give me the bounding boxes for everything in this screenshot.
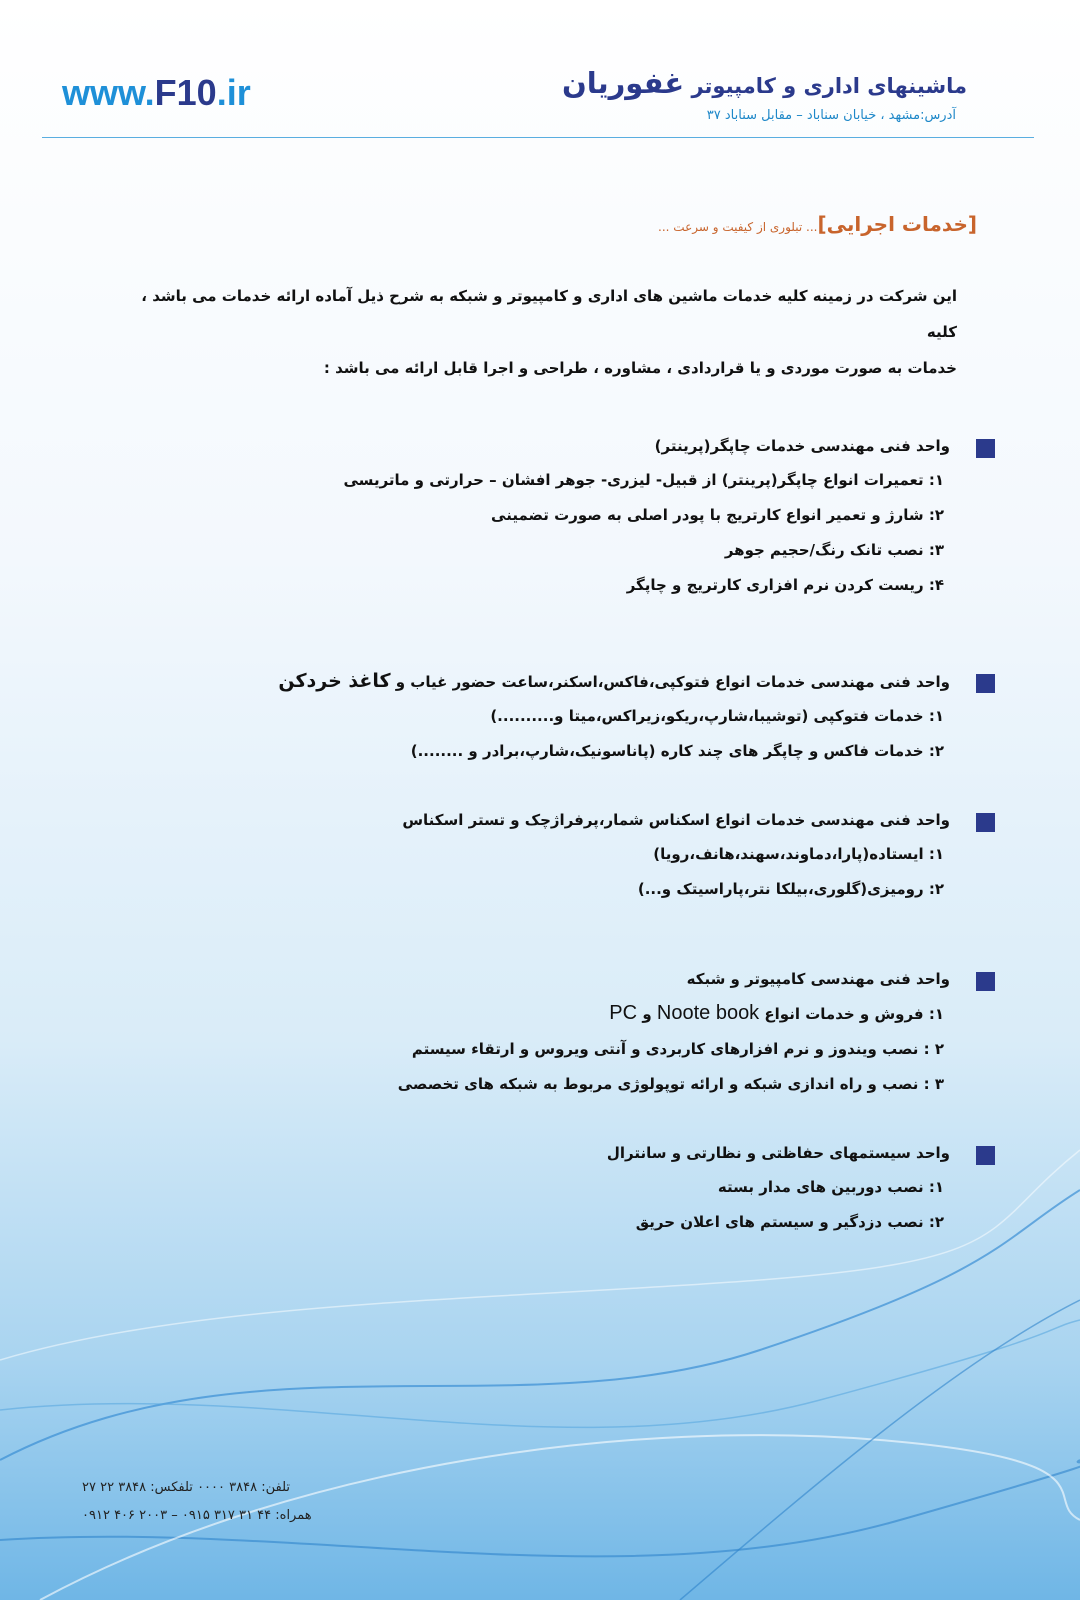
list-item: ۲ : نصب ویندوز و نرم افزارهای کاربردی و آنتی ویروس و ارتقاء سیستم — [411, 1040, 944, 1058]
unit-title-text: واحد فنی مهندسی خدمات انواع فتوکپی،فاکس،اسکنر،ساعت حضور غیاب و — [395, 673, 950, 691]
item-pc: PC — [609, 1002, 638, 1024]
intro-line-1: این شرکت در زمینه کلیه خدمات ماشین های اداری و کامپیوتر و شبکه به شرح ذیل آماده ارائه خدمات می باشد ، کلیه — [141, 287, 957, 341]
square-bullet-icon — [976, 1146, 995, 1165]
list-item: ۲: نصب دزدگیر و سیستم های اعلان حریق — [635, 1213, 944, 1231]
unit-title — [170, 962, 950, 996]
website-link[interactable] — [62, 72, 251, 114]
unit-title-emphasis: کاغذ خردکن — [278, 670, 391, 692]
square-bullet-icon — [976, 439, 995, 458]
company-name — [562, 66, 967, 100]
unit-title — [170, 803, 950, 837]
unit-banknote — [170, 803, 950, 907]
footer-mobile: همراه: ۴۴ ۳۱ ۳۱۷ ۰۹۱۵ – ۲۰۰۳ ۴۰۶ ۰۹۱۲ — [82, 1508, 312, 1523]
section-subtitle: ... تبلوری از کیفیت و سرعت ... — [658, 220, 818, 234]
section-title — [658, 212, 977, 236]
unit-title-text: واحد فنی مهندسی خدمات چاپگر(پرینتر) — [654, 437, 950, 455]
list-item: ۲: خدمات فاکس و چاپگر های چند کاره (پاناسونیک،شارپ،برادر و ........) — [410, 742, 944, 760]
list-item: ۲: شارژ و تعمیر انواع کارتریج با پودر اصلی به صورت تضمینی — [491, 506, 944, 524]
footer-phone: تلفن: ۳۸۴۸ ۰۰۰۰ تلفکس: ۳۸۴۸ ۲۲ ۲۷ — [82, 1480, 290, 1495]
list-item: ۳: نصب تانک رنگ/حجیم جوهر — [724, 541, 944, 559]
section-title-text: [خدمات اجرایی] — [817, 212, 977, 236]
item-and: و — [642, 1005, 652, 1023]
website-part-a: www. — [62, 72, 155, 113]
unit-title-text: واحد فنی مهندسی کامپیوتر و شبکه — [686, 970, 950, 988]
header-divider — [42, 137, 1034, 138]
item-prefix: ۱: فروش و خدمات انواع — [764, 1005, 944, 1023]
list-item: ۱: نصب دوربین های مدار بسته — [717, 1178, 944, 1196]
list-item: ۲: رومیزی(گلوری،بیلکا نتر،پاراسیتک و...) — [637, 880, 944, 898]
company-address: آدرس:مشهد ، خیابان سناباد – مقابل سناباد ۳۷ — [706, 108, 956, 123]
unit-title — [170, 1136, 950, 1170]
unit-computer-network — [170, 962, 950, 1102]
list-item: ۱: ایستاده(پارا،دماوند،سهند،هانف،رویا) — [653, 845, 944, 863]
unit-title-text: واحد سیستمهای حفاظتی و نظارتی و سانترال — [606, 1144, 950, 1162]
website-part-c: .ir — [216, 72, 251, 113]
unit-photocopy — [170, 664, 950, 769]
company-brand: غفوریان — [562, 66, 685, 100]
list-item: ۱: خدمات فتوکپی (توشیبا،شارپ،ریکو،زیراکس،میتا و..........) — [490, 707, 944, 725]
intro-line-2: خدمات به صورت موردی و یا قراردادی ، مشاوره ، طراحی و اجرا قابل ارائه می باشد : — [323, 359, 957, 377]
square-bullet-icon — [976, 813, 995, 832]
unit-printer — [170, 429, 950, 603]
company-prefix: ماشینهای اداری و کامپیوتر — [691, 74, 967, 98]
intro-paragraph — [127, 278, 957, 386]
unit-title — [170, 429, 950, 463]
list-item: ۱: تعمیرات انواع چاپگر(پرینتر) از قبیل- لیزری- جوهر افشان – حرارتی و ماتریسی — [343, 471, 944, 489]
unit-title — [170, 664, 950, 699]
website-part-b: F10 — [154, 72, 217, 113]
unit-security — [170, 1136, 950, 1240]
square-bullet-icon — [976, 674, 995, 693]
list-item: ۳ : نصب و راه اندازی شبکه و ارائه توپولوژی مربوط به شبکه های تخصصی — [397, 1075, 944, 1093]
list-item — [170, 996, 950, 1032]
unit-title-text: واحد فنی مهندسی خدمات انواع اسکناس شمار،پرفراژچک و تستر اسکناس — [402, 811, 950, 829]
square-bullet-icon — [976, 972, 995, 991]
list-item: ۴: ریست کردن نرم افزاری کارتریج و چاپگر — [626, 576, 944, 594]
item-noote-book: Noote book — [656, 1002, 760, 1024]
